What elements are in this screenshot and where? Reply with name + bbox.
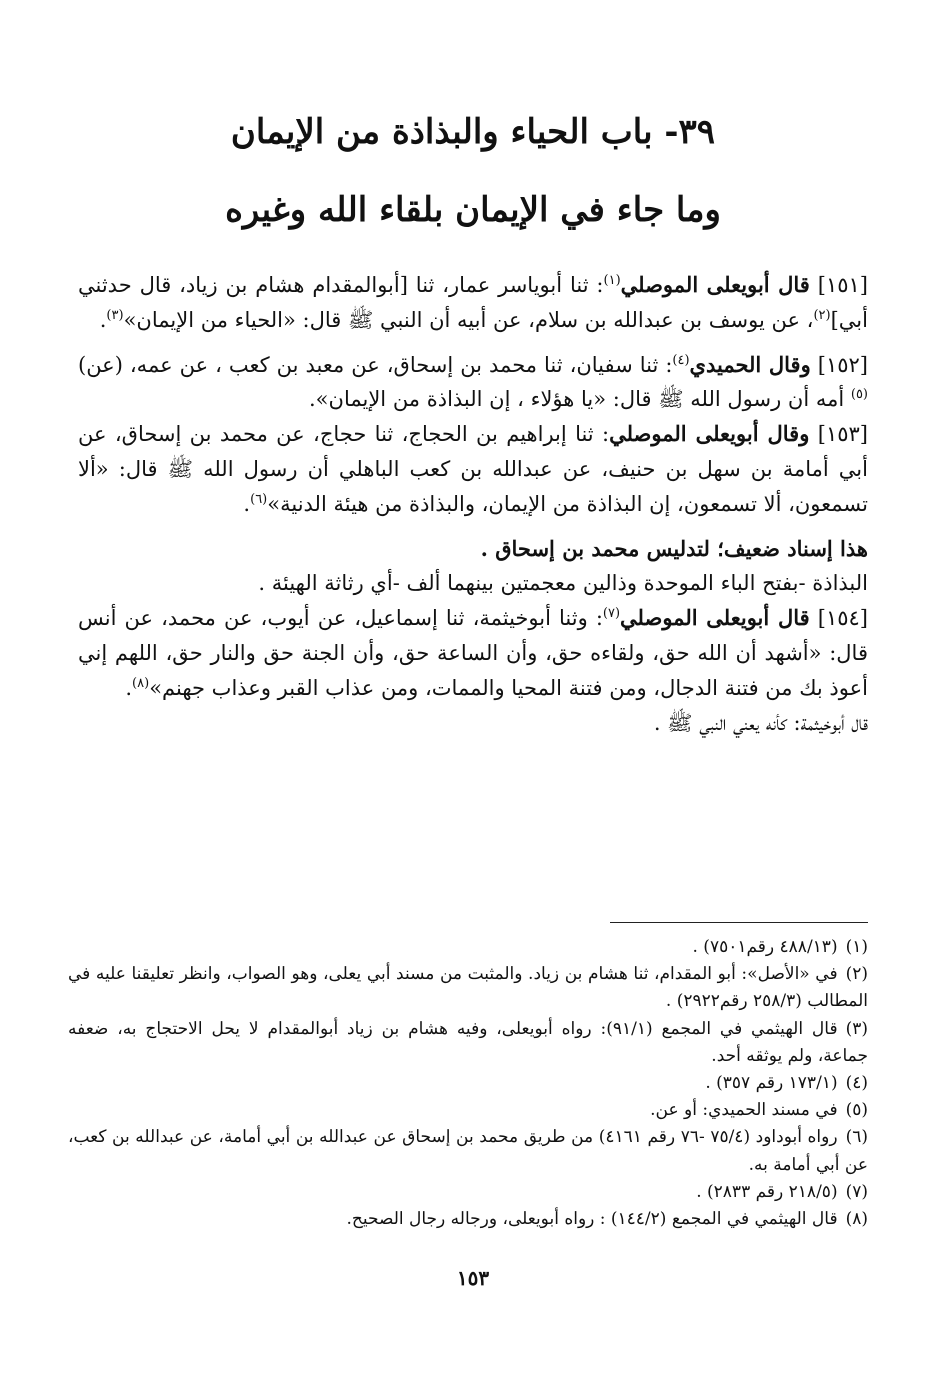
hadith-narrator: وقال الحميدي <box>689 351 811 377</box>
footnote-number: (٢) <box>845 964 868 985</box>
footnote-item <box>68 934 868 961</box>
hadith-text: ، عن يوسف بن عبدالله بن سلام، عن أبيه أن النبي ﷺ قال: «الحياء من الإيمان» <box>123 307 814 332</box>
footnote-text: (١٧٣/١ رقم ٣٥٧) . <box>705 1073 838 1094</box>
footnote-ref[interactable]: (٨) <box>132 675 150 691</box>
footnote-item <box>68 1206 868 1233</box>
footnote-ref[interactable]: (٤) <box>672 352 690 368</box>
footnote-item <box>68 1070 868 1097</box>
hadith-text: : ثنا إبراهيم بن الحجاج، ثنا حجاج، عن محمد بن إسحاق، عن أبي أمامة بن سهل بن حنيف، عن عبدالله بن كعب الباهلي أن رسول الله ﷺ قال: «ألا تسمعون، ألا تسمعون، إن البذاذة من الإيمان، والبذاذة من هيئة الدنية» <box>78 422 868 516</box>
hadith-number: [١٥٢] <box>817 352 868 377</box>
hadith-text: أمه أن رسول الله ﷺ قال: «يا هؤلاء ، إن البذاذة من الإيمان». <box>309 387 851 412</box>
hadith-end: . <box>243 491 251 516</box>
footnote-ref[interactable]: (٧) <box>602 606 621 622</box>
hadith-text: : وثنا أبوخيثمة، ثنا إسماعيل، عن أيوب، عن محمد، عن أنس قال: «أشهد أن الله حق، ولقاءه حق، وأن الساعة حق، وأن الجنة حق والنار حق، اللهم إني أعوذ بك من فتنة الدجال، ومن فتنة المحيا والممات، ومن عذاب القبر وعذاب جهنم» <box>78 606 868 700</box>
footnote-item <box>68 1097 868 1124</box>
footnote-ref[interactable]: (٣) <box>106 307 124 323</box>
hadith-narrator: قال أبويعلى الموصلي <box>620 605 810 631</box>
footnote-text: قال الهيثمي في المجمع (٩١/١): رواه أبويعلى، وفيه هشام بن زياد أبوالمقدام لا يحل الاحتجاج به، ضعفه جماعة، ولم يوثقه أحد. <box>68 1018 868 1066</box>
hadith-153 <box>78 417 868 521</box>
page-number: ١٥٣ <box>456 1266 490 1290</box>
footnote-item <box>68 961 868 1015</box>
footnote-divider <box>610 922 868 923</box>
hadith-151 <box>78 268 868 338</box>
hadith-154 <box>78 601 868 705</box>
hadith-number: [١٥٤] <box>817 606 868 631</box>
isnad-grading: هذا إسناد ضعيف؛ لتدليس محمد بن إسحاق . <box>480 535 868 561</box>
footnote-text: قال الهيثمي في المجمع (١٤٤/٢) : رواه أبويعلى، ورجاله رجال الصحيح. <box>346 1209 838 1230</box>
book-page <box>68 0 868 1386</box>
chapter-subtitle: وما جاء في الإيمان بلقاء الله وغيره <box>225 190 721 230</box>
hadith-end: . <box>125 675 133 700</box>
footnote-item <box>68 1124 868 1178</box>
footnote-number: (٧) <box>845 1181 868 1202</box>
hadith-number: [١٥١] <box>817 273 868 297</box>
hadith-end: . <box>99 307 107 332</box>
footnote-number: (١) <box>845 937 868 957</box>
footnote-number: (٦) <box>845 1127 868 1148</box>
footnote-ref[interactable]: (٢) <box>813 307 831 323</box>
footnote-text: في «الأصل»: أبو المقدام، ثنا هشام بن زياد. والمثبت من مسند أبي يعلى، وهو الصواب، وانظر تعليقنا عليه في المطالب (٢٥٨/٣ رقم٢٩٢٢) . <box>68 964 868 1012</box>
hadith-152 <box>78 348 868 418</box>
footnote-text: في مسند الحميدي: أو عن. <box>650 1100 838 1121</box>
hadith-text: : ثنا سفيان، ثنا محمد بن إسحاق، عن معبد بن كعب ، عن عمه، (عن) <box>78 352 673 377</box>
hadith-text: : ثنا أبوياسر عمار، ثنا [أبوالمقدام هشام بن زياد، قال حدثني أبي] <box>78 273 868 332</box>
closing-remark: قال أبوخيثمة: كأنه يعني النبي ﷺ . <box>653 710 868 735</box>
main-text <box>78 268 868 740</box>
footnote-ref[interactable]: (١) <box>603 273 621 288</box>
footnotes <box>68 934 868 1233</box>
hadith-number: [١٥٣] <box>817 422 868 447</box>
chapter-title: ٣٩- باب الحياء والبذاذة من الإيمان <box>230 112 716 152</box>
footnote-number: (٥) <box>845 1100 868 1121</box>
footnote-text: (٢١٨/٥ رقم ٢٨٣٣) . <box>696 1181 838 1202</box>
footnote-ref[interactable]: (٥) <box>850 387 868 403</box>
hadith-narrator: قال أبويعلى الموصلي <box>620 272 810 297</box>
footnote-number: (٨) <box>845 1209 868 1230</box>
footnote-number: (٣) <box>845 1018 868 1039</box>
hadith-narrator: وقال أبويعلى الموصلي <box>609 421 810 447</box>
footnote-text: (٤٨٨/١٣ رقم٧٥٠١) . <box>692 937 838 957</box>
word-definition: البذاذة -بفتح الباء الموحدة وذالين معجمتين بينهما ألف -أي رثاثة الهيئة . <box>258 571 868 596</box>
footnote-number: (٤) <box>845 1073 868 1094</box>
footnote-text: رواه أبوداود (٧٥/٤ -٧٦ رقم ٤١٦١) من طريق محمد بن إسحاق عن عبدالله بن أبي أمامة، عن عبدالله بن كعب، عن أبي أمامة به. <box>68 1127 868 1175</box>
footnote-item <box>68 1179 868 1206</box>
footnote-ref[interactable]: (٦) <box>250 491 268 507</box>
footnote-item <box>68 1016 868 1070</box>
